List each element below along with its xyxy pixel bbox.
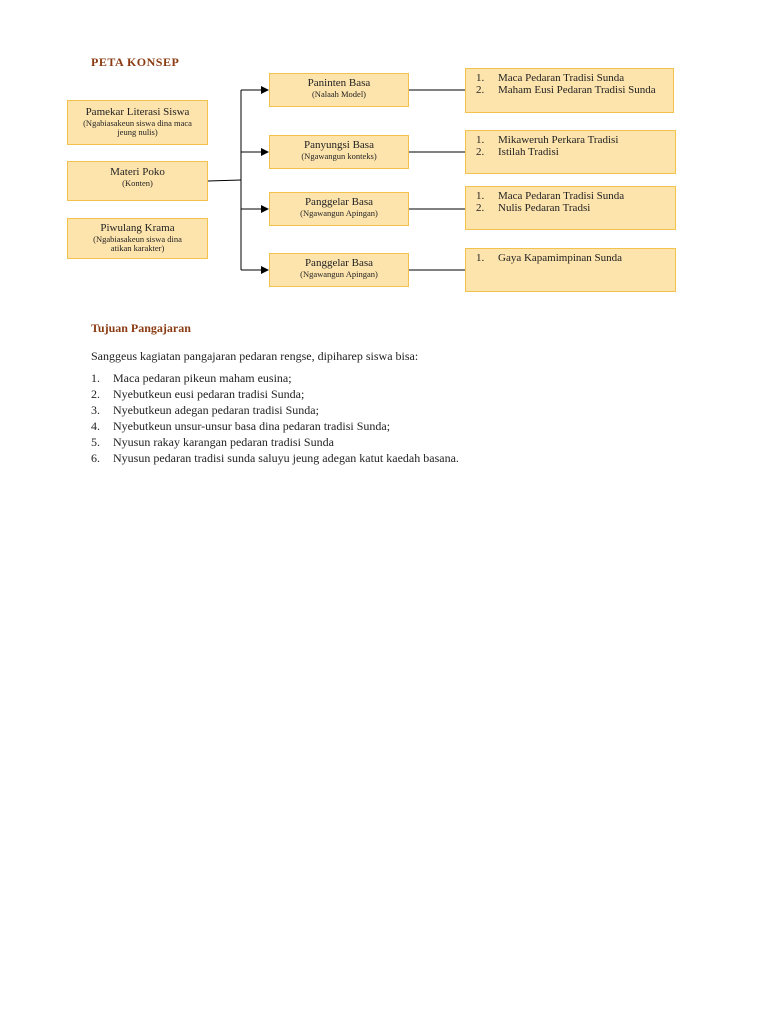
left-box-literacy [67,100,208,145]
box-title: Paninten Basa [307,77,371,89]
objectives-intro: Sanggeus kagiatan pangajaran pedaran rengse, dipiharep siswa bisa: [91,349,419,363]
right-box-3 [465,186,676,230]
box-title: Piwulang Krama [100,222,175,234]
connector-line [208,180,241,181]
right-box-2 [465,130,676,174]
middle-box-1 [269,73,409,107]
box-subtitle: (Konten) [122,177,153,188]
box-subtitle: (Ngawangun Apingan) [300,268,378,279]
box-subtitle: (Ngawangun Apingan) [300,207,378,218]
box-title: Panyungsi Basa [304,139,374,151]
middle-box-4 [269,253,409,287]
middle-box-3 [269,192,409,226]
objectives-heading: Tujuan Pangajaran [91,321,191,335]
list-item: 2. Maham Eusi Pedaran Tradisi Sunda [476,84,656,96]
box-subtitle: (Ngabiasakeun siswa dina maca jeung nulis) [83,117,192,138]
box-title: Panggelar Basa [304,257,374,269]
list-item: 1. Maca Pedaran Tradisi Sunda [476,72,625,84]
list-item: 1. Maca Pedaran Tradisi Sunda [476,190,625,202]
list-item: 1. Maca pedaran pikeun maham eusina; [91,371,292,385]
box-title: Pamekar Literasi Siswa [85,106,190,118]
box-title: Materi Poko [110,166,165,178]
box-subtitle: (Ngawangun konteks) [301,150,377,161]
middle-box-2 [269,135,409,169]
list-item: 1. Gaya Kapamimpinan Sunda [476,252,623,264]
list-item: 2. Istilah Tradisi [476,146,559,158]
list-item: 2. Nyebutkeun eusi pedaran tradisi Sunda; [91,387,305,401]
right-box-1 [465,68,674,113]
list-item: 4. Nyebutkeun unsur-unsur basa dina pedaran tradisi Sunda; [91,419,391,433]
list-item: 3. Nyebutkeun adegan pedaran tradisi Sunda; [91,403,319,417]
box-subtitle: (Nalaah Model) [311,88,367,99]
box-title: Panggelar Basa [304,196,374,208]
left-box-character [67,218,208,259]
list-item: 2. Nulis Pedaran Tradsi [476,202,591,214]
objectives-list [91,370,691,466]
list-item: 1. Mikaweruh Perkara Tradisi [476,134,619,146]
concept-map-heading: PETA KONSEP [91,55,180,69]
list-item: 5. Nyusun rakay karangan pedaran tradisi Sunda [91,435,334,449]
list-item: 6. Nyusun pedaran tradisi sunda saluyu jeung adegan katut kaedah basana. [91,451,459,465]
right-box-4 [465,248,676,292]
left-box-main-material [67,161,208,201]
box-subtitle: (Ngabiasakeun siswa dina atikan karakter) [93,233,182,254]
